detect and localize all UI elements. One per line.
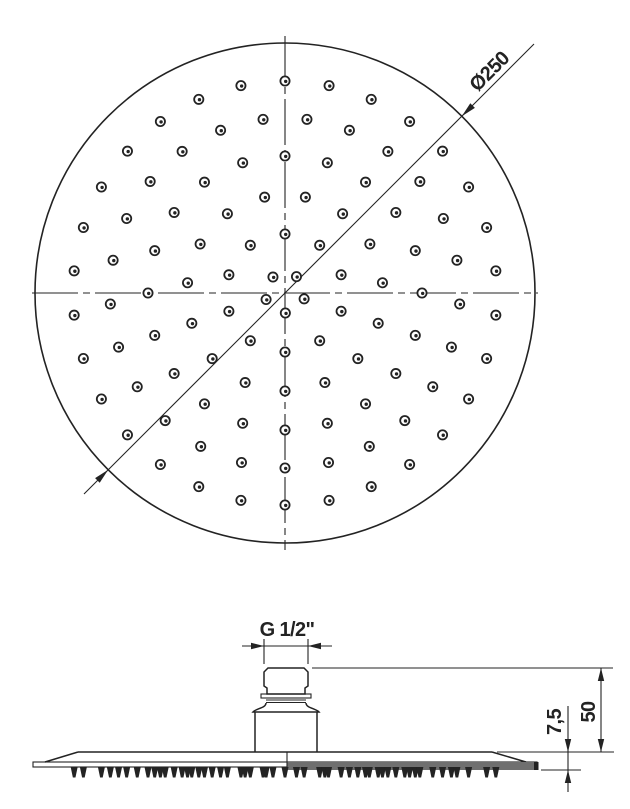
spray-hole bbox=[281, 308, 290, 317]
spray-nozzle-tooth bbox=[346, 767, 353, 778]
spray-nozzle-tooth bbox=[224, 767, 231, 778]
spray-hole bbox=[106, 299, 115, 308]
height-arrow-bottom-icon bbox=[598, 739, 604, 752]
plate-right-chamfer bbox=[492, 752, 526, 762]
spray-hole bbox=[170, 208, 179, 217]
spray-hole bbox=[200, 399, 209, 408]
spray-hole bbox=[97, 182, 106, 191]
spray-hole bbox=[280, 229, 289, 238]
spray-hole bbox=[156, 117, 165, 126]
spray-hole bbox=[196, 239, 205, 248]
spray-hole bbox=[383, 147, 392, 156]
spray-hole bbox=[150, 246, 159, 255]
spray-hole bbox=[70, 311, 79, 320]
thickness-arrow-upper-icon bbox=[565, 739, 571, 752]
height-arrow-top-icon bbox=[598, 668, 604, 681]
spray-hole bbox=[224, 307, 233, 316]
spray-nozzle-tooth bbox=[98, 767, 105, 778]
spray-hole bbox=[261, 295, 270, 304]
spray-hole bbox=[315, 336, 324, 345]
spray-hole bbox=[337, 307, 346, 316]
spray-nozzle-tooth bbox=[338, 767, 345, 778]
spray-hole bbox=[161, 416, 170, 425]
spray-nozzle-tooth bbox=[123, 767, 130, 778]
height-dimension-label: 50 bbox=[578, 701, 600, 723]
spray-hole bbox=[170, 369, 179, 378]
spray-hole bbox=[482, 354, 491, 363]
spray-hole bbox=[491, 311, 500, 320]
diameter-dimension bbox=[84, 44, 534, 494]
spray-hole bbox=[156, 460, 165, 469]
spray-hole bbox=[123, 147, 132, 156]
diameter-dimension-label: Ø250 bbox=[465, 47, 514, 96]
spray-hole bbox=[324, 458, 333, 467]
spray-hole bbox=[400, 416, 409, 425]
spray-nozzle-tooth bbox=[217, 767, 224, 778]
thread-dimension-label: G 1/2" bbox=[259, 619, 315, 641]
spray-hole bbox=[315, 241, 324, 250]
spray-nozzle-tooth bbox=[201, 767, 208, 778]
spray-hole bbox=[353, 354, 362, 363]
spray-hole bbox=[415, 177, 424, 186]
spray-hole bbox=[280, 347, 289, 356]
spray-hole bbox=[122, 214, 131, 223]
spray-hole bbox=[337, 270, 346, 279]
spray-nozzle-tooth bbox=[492, 767, 499, 778]
spray-nozzle-tooth bbox=[392, 767, 399, 778]
spray-hole bbox=[452, 256, 461, 265]
spray-hole bbox=[238, 419, 247, 428]
spray-nozzle-tooth bbox=[107, 767, 114, 778]
spray-hole bbox=[187, 319, 196, 328]
spray-hole bbox=[323, 158, 332, 167]
spray-nozzle-tooth bbox=[134, 767, 141, 778]
collar-flare-outline bbox=[253, 703, 319, 712]
spray-nozzle-tooth bbox=[282, 767, 289, 778]
spray-hole bbox=[224, 270, 233, 279]
spray-hole bbox=[324, 496, 333, 505]
spray-nozzle-tooth bbox=[247, 767, 254, 778]
plate-section-end-cap bbox=[534, 762, 539, 770]
side-view bbox=[33, 619, 614, 792]
spray-hole bbox=[367, 482, 376, 491]
spray-nozzle-tooth bbox=[483, 767, 490, 778]
spray-hole bbox=[268, 272, 277, 281]
spray-nozzle-tooth bbox=[80, 767, 87, 778]
spray-hole bbox=[338, 209, 347, 218]
thickness-arrow-lower-icon bbox=[565, 770, 571, 783]
spray-hole bbox=[79, 223, 88, 232]
spray-hole bbox=[300, 294, 309, 303]
spray-hole bbox=[79, 354, 88, 363]
thread-arrow-left-icon bbox=[251, 643, 264, 649]
spray-hole bbox=[405, 460, 414, 469]
spray-nozzle-tooth bbox=[115, 767, 122, 778]
spray-nozzle-tooth bbox=[439, 767, 446, 778]
spray-hole bbox=[455, 299, 464, 308]
spray-hole bbox=[246, 241, 255, 250]
spray-nozzle-tooth bbox=[195, 767, 202, 778]
spray-hole bbox=[292, 272, 301, 281]
top-view bbox=[32, 36, 538, 550]
spray-nozzle-tooth bbox=[293, 767, 300, 778]
spray-hole bbox=[258, 115, 267, 124]
spray-hole bbox=[196, 442, 205, 451]
spray-hole bbox=[391, 208, 400, 217]
spray-nozzle-tooth bbox=[301, 767, 308, 778]
spray-hole bbox=[438, 147, 447, 156]
plate-left-chamfer bbox=[45, 752, 78, 762]
spray-hole bbox=[391, 369, 400, 378]
spray-hole bbox=[150, 331, 159, 340]
spray-hole bbox=[447, 342, 456, 351]
spray-hole bbox=[241, 378, 250, 387]
spray-nozzle-tooth bbox=[465, 767, 472, 778]
spray-hole bbox=[361, 399, 370, 408]
spray-hole bbox=[194, 95, 203, 104]
plate-thickness-dimension bbox=[544, 706, 571, 792]
spray-hole bbox=[378, 278, 387, 287]
spray-hole bbox=[411, 331, 420, 340]
spray-hole bbox=[146, 177, 155, 186]
spray-hole bbox=[97, 394, 106, 403]
thread-connector-outline bbox=[264, 668, 308, 694]
spray-nozzle-tooth bbox=[145, 767, 152, 778]
spray-hole bbox=[320, 378, 329, 387]
spray-nozzle-tooth bbox=[151, 767, 158, 778]
spray-hole bbox=[361, 178, 370, 187]
spray-hole bbox=[301, 193, 310, 202]
spray-nozzle-tooth bbox=[171, 767, 178, 778]
spray-hole bbox=[374, 319, 383, 328]
spray-hole bbox=[428, 382, 437, 391]
spray-hole bbox=[367, 95, 376, 104]
spray-hole bbox=[280, 76, 289, 85]
spray-hole bbox=[280, 151, 289, 160]
spray-hole bbox=[114, 342, 123, 351]
spray-nozzle-tooth bbox=[269, 767, 276, 778]
spray-hole bbox=[208, 354, 217, 363]
spray-nozzle-tooth bbox=[384, 767, 391, 778]
spray-hole bbox=[178, 147, 187, 156]
thread-dimension bbox=[242, 619, 332, 664]
spray-hole bbox=[238, 158, 247, 167]
spray-hole bbox=[133, 382, 142, 391]
height-dimension bbox=[578, 668, 604, 752]
spray-hole bbox=[324, 81, 333, 90]
spray-nozzle-tooth bbox=[429, 767, 436, 778]
spray-hole bbox=[345, 126, 354, 135]
spray-nozzle-tooth bbox=[71, 767, 78, 778]
spray-hole bbox=[417, 288, 426, 297]
spray-nozzles-group bbox=[71, 767, 500, 778]
spray-hole bbox=[464, 182, 473, 191]
spray-hole bbox=[236, 496, 245, 505]
spray-hole bbox=[260, 193, 269, 202]
spray-hole bbox=[439, 214, 448, 223]
spray-hole bbox=[216, 126, 225, 135]
spray-hole bbox=[302, 115, 311, 124]
spray-hole bbox=[246, 336, 255, 345]
spray-hole bbox=[236, 81, 245, 90]
spray-hole bbox=[143, 288, 152, 297]
spray-hole bbox=[323, 419, 332, 428]
spray-hole bbox=[491, 266, 500, 275]
spray-hole bbox=[280, 425, 289, 434]
thread-arrow-right-icon bbox=[308, 643, 321, 649]
spray-hole bbox=[411, 246, 420, 255]
spray-hole bbox=[183, 278, 192, 287]
spray-hole bbox=[223, 209, 232, 218]
spray-hole bbox=[70, 266, 79, 275]
plate-thickness-dimension-label: 7,5 bbox=[544, 708, 566, 736]
spray-hole bbox=[482, 223, 491, 232]
spray-hole bbox=[464, 394, 473, 403]
spray-hole bbox=[194, 482, 203, 491]
spray-hole bbox=[280, 500, 289, 509]
spray-nozzle-tooth bbox=[354, 767, 361, 778]
spray-hole bbox=[200, 178, 209, 187]
spray-hole bbox=[405, 117, 414, 126]
spray-hole bbox=[365, 442, 374, 451]
spray-hole bbox=[123, 430, 132, 439]
spray-hole bbox=[280, 386, 289, 395]
spray-hole bbox=[365, 239, 374, 248]
spray-nozzle-tooth bbox=[209, 767, 216, 778]
spray-hole bbox=[108, 256, 117, 265]
spray-nozzle-tooth bbox=[453, 767, 460, 778]
spray-hole bbox=[438, 430, 447, 439]
spray-hole bbox=[280, 463, 289, 472]
spray-hole bbox=[237, 458, 246, 467]
